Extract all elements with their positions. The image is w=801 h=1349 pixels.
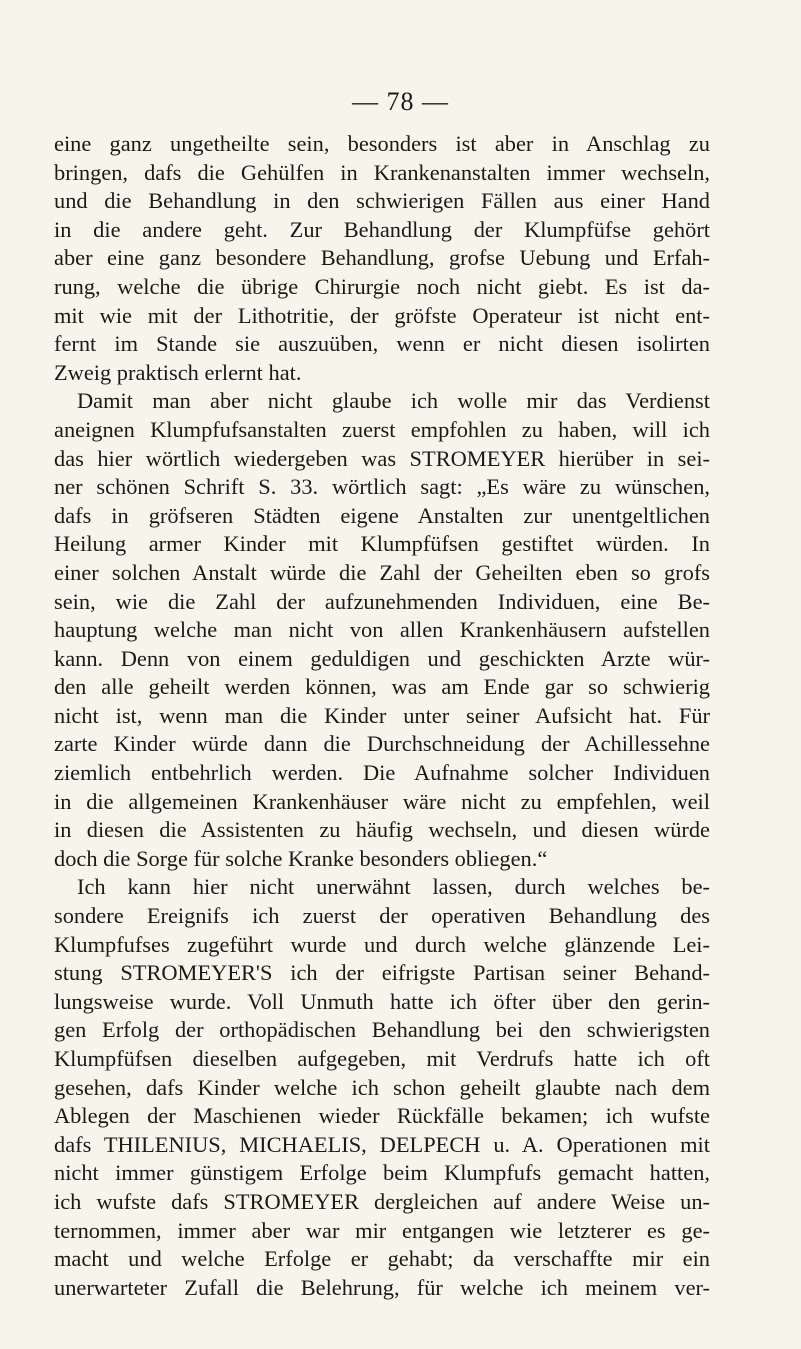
text-line: in diesen die Assistenten zu häufig wechseln, und diesen würde — [54, 817, 710, 843]
text-line: lungsweise wurde. Voll Unmuth hatte ich öfter über den gerin- — [54, 988, 710, 1014]
page-number: — 78 — — [352, 87, 449, 116]
text-line: ich wufste dafs STROMEYER dergleichen auf andere Weise un- — [54, 1188, 710, 1214]
text-line: und die Behandlung in den schwierigen Fällen aus einer Hand — [54, 188, 710, 214]
text-line: mit wie mit der Lithotritie, der gröfste Operateur ist nicht ent- — [54, 302, 710, 328]
paragraph-end-line: doch die Sorge für solche Kranke besonders obliegen.“ — [54, 845, 548, 871]
text-line: ner schönen Schrift S. 33. wörtlich sagt: „Es wäre zu wünschen, — [54, 474, 710, 500]
text-line: das hier wörtlich wiedergeben was STROMEYER hierüber in sei- — [54, 445, 710, 471]
text-line: hauptung welche man nicht von allen Krankenhäusern aufstellen — [54, 617, 710, 643]
text-line: macht und welche Erfolge er gehabt; da verschaffte mir ein — [54, 1246, 710, 1272]
text-line: dafs THILENIUS, MICHAELIS, DELPECH u. A. Operationen mit — [54, 1131, 710, 1157]
paragraph-start-line: Ich kann hier nicht unerwähnt lassen, durch welches be- — [77, 874, 710, 900]
text-line: dafs in gröfseren Städten eigene Anstalten zur unentgeltlichen — [54, 502, 710, 528]
text-line: gen Erfolg der orthopädischen Behandlung bei den schwierigsten — [54, 1017, 710, 1043]
text-line: Klumpfufses zugeführt wurde und durch welche glänzende Lei- — [54, 931, 710, 957]
text-line: sein, wie die Zahl der aufzunehmenden Individuen, eine Be- — [54, 588, 710, 614]
text-line: in die allgemeinen Krankenhäuser wäre nicht zu empfehlen, weil — [54, 788, 710, 814]
text-line: gesehen, dafs Kinder welche ich schon geheilt glaubte nach dem — [54, 1074, 710, 1100]
paragraph-end-line: Zweig praktisch erlernt hat. — [54, 359, 302, 385]
text-line: rung, welche die übrige Chirurgie noch nicht giebt. Es ist da- — [54, 273, 710, 299]
text-line: bringen, dafs die Gehülfen in Krankenanstalten immer wechseln, — [54, 159, 710, 185]
text-line: ziemlich entbehrlich werden. Die Aufnahme solcher Individuen — [54, 760, 710, 786]
text-line: unerwarteter Zufall die Belehrung, für welche ich meinem ver- — [54, 1274, 710, 1300]
text-line: Heilung armer Kinder mit Klumpfüfsen gestiftet würden. In — [54, 531, 710, 557]
text-line: Klumpfüfsen dieselben aufgegeben, mit Verdrufs hatte ich oft — [54, 1046, 710, 1071]
text-line: Ablegen der Maschienen wieder Rückfälle bekamen; ich wufste — [54, 1103, 710, 1129]
text-line: zarte Kinder würde dann die Durchschneidung der Achillessehne — [54, 731, 710, 757]
text-line: nicht immer günstigem Erfolge beim Klumpfufs gemacht hatten, — [54, 1160, 710, 1186]
text-line: aber eine ganz besondere Behandlung, grofse Uebung und Erfah- — [54, 245, 710, 271]
text-line: kann. Denn von einem geduldigen und geschickten Arzte wür- — [54, 645, 710, 671]
text-line: stung STROMEYER'S ich der eifrigste Partisan seiner Behand- — [54, 960, 710, 986]
text-line: aneignen Klumpfufsanstalten zuerst empfohlen zu haben, will ich — [54, 416, 710, 442]
body-text — [54, 130, 710, 1302]
text-line: einer solchen Anstalt würde die Zahl der Geheilten eben so grofs — [54, 559, 710, 585]
text-line: eine ganz ungetheilte sein, besonders ist aber in Anschlag zu — [54, 131, 710, 156]
text-line: den alle geheilt werden können, was am Ende gar so schwierig — [54, 674, 710, 700]
text-line: in die andere geht. Zur Behandlung der Klumpfüfse gehört — [54, 216, 710, 242]
text-line: fernt im Stande sie auszuüben, wenn er nicht diesen isolirten — [54, 331, 710, 357]
text-line: ternommen, immer aber war mir entgangen wie letzterer es ge- — [54, 1217, 710, 1243]
text-line: nicht ist, wenn man die Kinder unter seiner Aufsicht hat. Für — [54, 702, 710, 728]
text-line: sondere Ereignifs ich zuerst der operativen Behandlung des — [54, 903, 710, 929]
paragraph-start-line: Damit man aber nicht glaube ich wolle mir das Verdienst — [77, 388, 710, 414]
